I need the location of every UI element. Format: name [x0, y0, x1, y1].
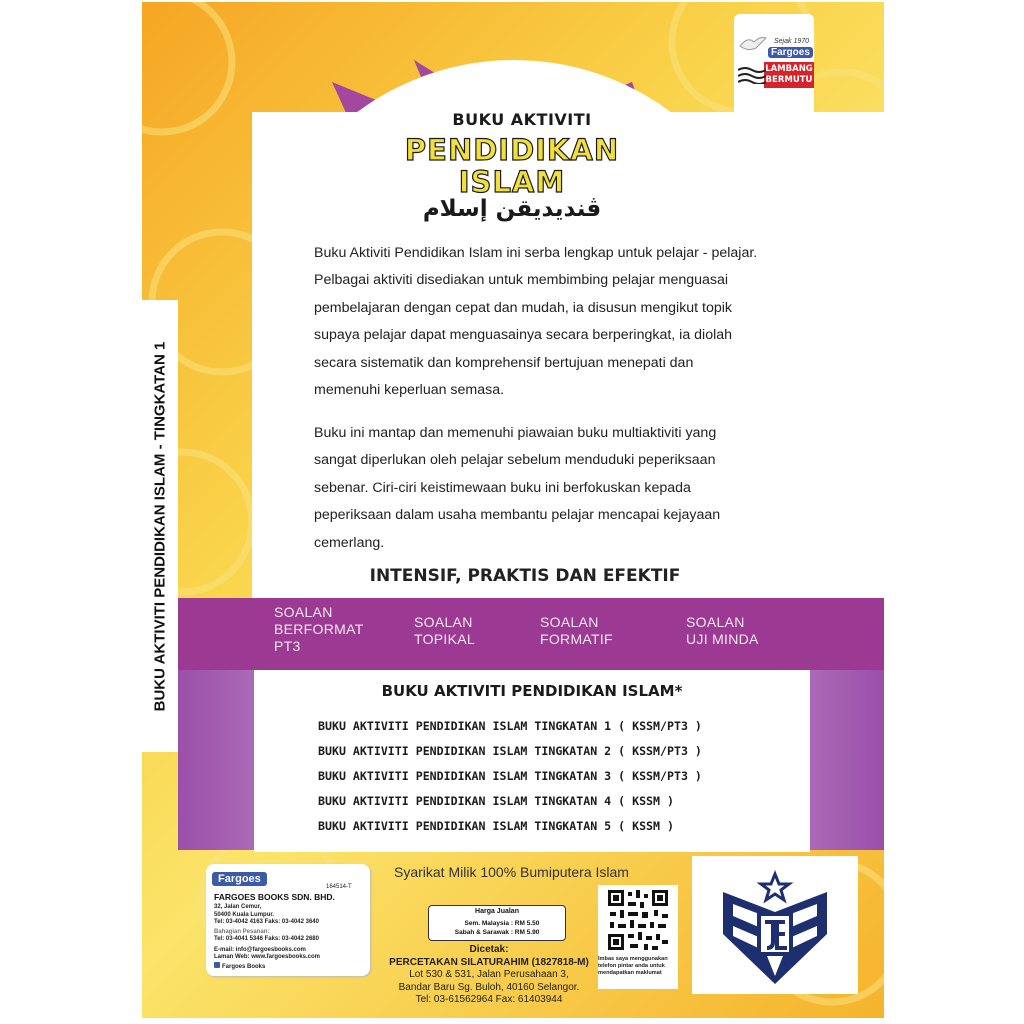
- tagline-line-1: LAMBANG: [765, 64, 813, 74]
- publisher-email: E-mail: info@fargoesbooks.com: [214, 946, 306, 953]
- printer-name: PERCETAKAN SILATURAHIM (1827818-M): [389, 956, 589, 968]
- series-item: BUKU AKTIVITI PENDIDIKAN ISLAM TINGKATAN 4 ( KSSM ): [318, 794, 674, 808]
- feature-line: PT3: [274, 638, 301, 654]
- brand-name: Fargoes: [768, 47, 813, 58]
- qr-code-icon[interactable]: [606, 888, 670, 952]
- price-region: Sabah & Sarawak: [454, 929, 509, 936]
- desc-line: memenuhi keperluan semasa.: [314, 382, 505, 399]
- series-item: BUKU AKTIVITI PENDIDIKAN ISLAM TINGKATAN 3 ( KSSM/PT3 ): [318, 769, 702, 783]
- price-box: [428, 905, 566, 941]
- price-heading: Harga Jualan: [475, 908, 519, 915]
- feature-item: [540, 614, 613, 648]
- desc-line: pembelajaran dengan cepat dan mudah, ia disusun mengikut topik: [314, 299, 733, 316]
- feature-band: [178, 598, 884, 670]
- feature-line: BERFORMAT: [274, 621, 364, 637]
- title-line-2: ISLAM: [458, 165, 566, 199]
- dove-icon: [738, 34, 768, 56]
- publisher-card: [206, 864, 370, 976]
- feature-item: [414, 614, 475, 648]
- slogan: INTENSIF, PRAKTIS DAN EFEKTIF: [369, 566, 681, 586]
- series-heading: BUKU AKTIVITI PENDIDIKAN ISLAM*: [381, 682, 683, 700]
- price-value: : RM 5.50: [510, 920, 540, 927]
- publisher-address: [214, 904, 320, 971]
- desc-line: peperiksaan dalam usaha membantu pelajar mencapai kejayaan: [314, 507, 721, 524]
- price-region: Sem. Malaysia: [464, 920, 509, 927]
- book-emblem-icon: [715, 864, 835, 988]
- facebook-label: Fargoes Books: [222, 963, 266, 970]
- qr-caption-line: telefon pintar anda untuk: [598, 963, 665, 969]
- desc-line: sangat diperlukan oleh pelajar sebelum menduduki peperiksaan: [314, 452, 716, 469]
- feature-line: SOALAN: [274, 604, 333, 620]
- qr-caption: [598, 956, 678, 977]
- feature-item: [274, 604, 364, 655]
- feature-line: UJI MINDA: [686, 631, 759, 647]
- title-line-1: PENDIDIKAN: [404, 133, 620, 167]
- orders-label: Bahagian Pesanan:: [214, 928, 270, 935]
- printer-contact: Tel: 03-61562964 Fax: 61403944: [415, 994, 563, 1005]
- feature-line: FORMATIF: [540, 631, 613, 647]
- series-list: [318, 714, 702, 839]
- subtitle: BUKU AKTIVITI: [452, 110, 592, 129]
- qr-caption-line: Imbas saya menggunakan: [598, 956, 668, 962]
- ownership-statement: Syarikat Milik 100% Bumiputera Islam: [394, 864, 629, 880]
- series-item: BUKU AKTIVITI PENDIDIKAN ISLAM TINGKATAN 5 ( KSSM ): [318, 819, 674, 833]
- spine-title: BUKU AKTIVITI PENDIDIKAN ISLAM - TINGKATAN 1: [151, 341, 169, 711]
- series-item: BUKU AKTIVITI PENDIDIKAN ISLAM TINGKATAN 2 ( KSSM/PT3 ): [318, 744, 702, 758]
- qr-caption-line: mendapatkan maklumat: [598, 970, 662, 976]
- desc-line: supaya pelajar dapat menguasainya secara berperingkat, ia diolah: [314, 327, 733, 344]
- feature-item: [686, 614, 759, 648]
- description-paragraph-1: [314, 240, 764, 404]
- desc-line: sebenar. Ciri-ciri keistimewaan buku ini berfokuskan kepada: [314, 479, 691, 496]
- address-line: 32, Jalan Cemur,: [214, 904, 262, 910]
- publisher-web: Laman Web: www.fargoesbooks.com: [214, 954, 321, 960]
- book-spine: [142, 300, 178, 752]
- series-item: BUKU AKTIVITI PENDIDIKAN ISLAM TINGKATAN 1 ( KSSM/PT3 ): [318, 719, 702, 733]
- printer-info: [384, 944, 594, 1007]
- feature-line: SOALAN: [414, 614, 473, 630]
- publisher-facebook: [214, 962, 320, 972]
- price-value: : RM 5.90: [510, 929, 540, 936]
- jawi-title: ڤنديديقن إسلام: [422, 196, 602, 222]
- fargoes-logo: [734, 14, 814, 122]
- desc-line: Pelbagai aktiviti disediakan untuk membimbing pelajar menguasai: [314, 272, 729, 289]
- facebook-icon: [214, 962, 220, 968]
- orders-tel: Tel: 03-4041 5346 Faks: 03-4042 2680: [214, 936, 319, 942]
- desc-line: Buku Aktiviti Pendidikan Islam ini serba lengkap untuk pelajar - pelajar.: [314, 245, 758, 261]
- publisher-reg: 164514-T: [326, 884, 352, 890]
- printer-address: Bandar Baru Sg. Buloh, 40160 Selangor.: [398, 981, 580, 993]
- desc-line: secara sistematik dan komprehensif bertujuan menepati dan: [314, 354, 694, 371]
- since-label: Sejak 1970: [774, 38, 810, 45]
- desc-line: cemerlang.: [314, 534, 385, 551]
- series-list-panel: [254, 670, 810, 852]
- qr-block: [598, 885, 678, 989]
- wave-icon: [738, 66, 766, 84]
- description-paragraph-2: [314, 420, 774, 557]
- feature-line: SOALAN: [540, 614, 599, 630]
- brand-tagline: [764, 62, 814, 88]
- publisher-logo: Fargoes: [212, 872, 267, 886]
- price-rows: [441, 919, 539, 937]
- desc-line: Buku ini mantap dan memenuhi piawaian buku multiaktiviti yang: [314, 425, 717, 441]
- feature-line: SOALAN: [686, 614, 745, 630]
- address-line: 50400 Kuala Lumpur.: [214, 911, 275, 918]
- printer-emblem: [692, 856, 858, 994]
- feature-line: TOPIKAL: [414, 631, 475, 647]
- printer-address: Lot 530 & 531, Jalan Perusahaan 3,: [409, 969, 569, 980]
- tagline-line-2: BERMUTU: [765, 75, 813, 85]
- publisher-name: FARGOES BOOKS SDN. BHD.: [214, 892, 335, 902]
- publisher-tel: Tel: 03-4042 4163 Faks: 03-4042 3640: [214, 919, 319, 925]
- printer-label: Dicetak:: [469, 944, 509, 955]
